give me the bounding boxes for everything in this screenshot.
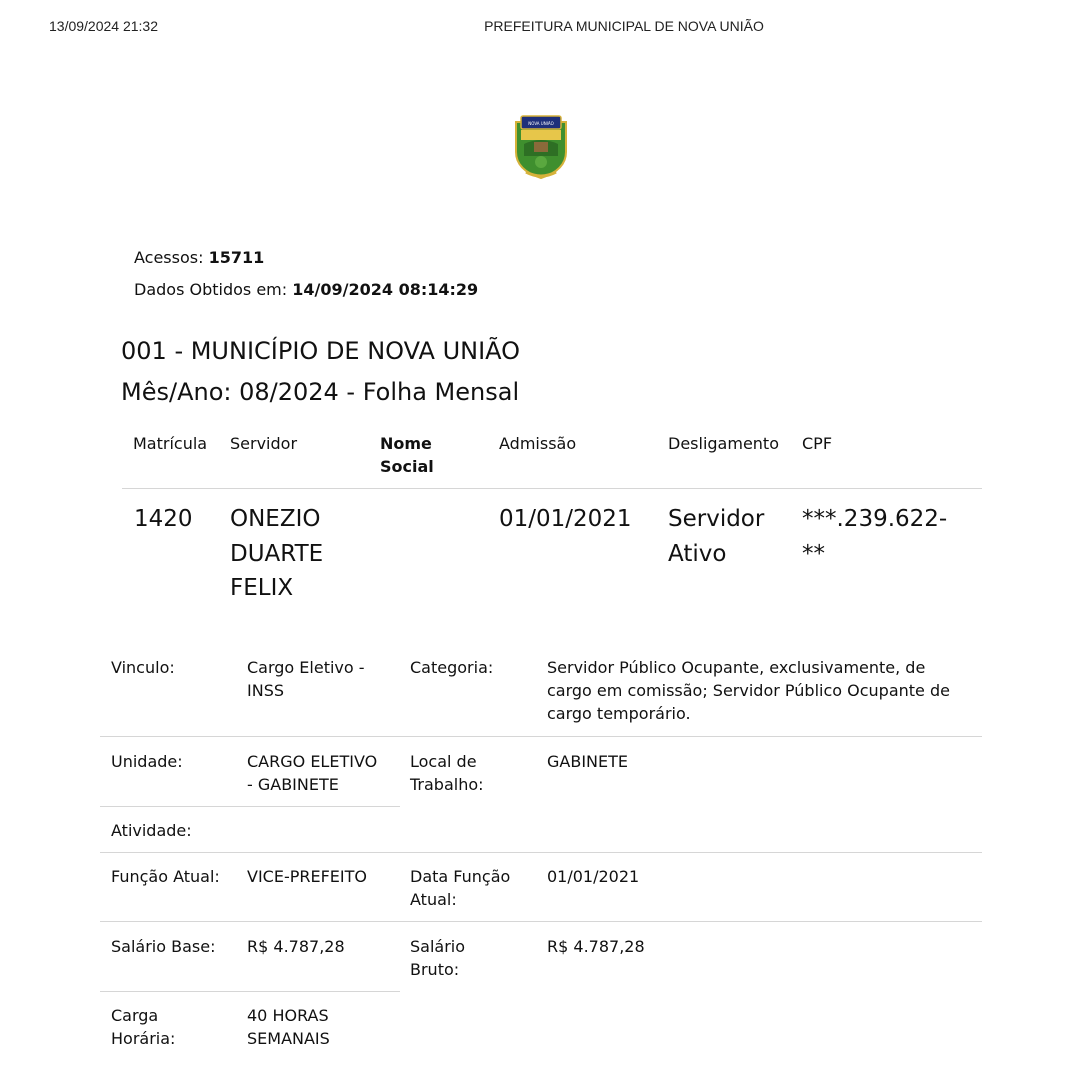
print-datetime: 13/09/2024 21:32 [49,18,158,34]
funcao-atual-value: VICE-PREFEITO [247,867,367,886]
categoria-value [547,656,950,725]
table-header-divider [122,488,982,489]
carga-horaria-value-line2: SEMANAIS [247,1029,330,1048]
salario-bruto-label-line2: Bruto: [410,960,460,979]
atividade-label: Atividade: [111,821,192,840]
categoria-value-line1: Servidor Público Ocupante, exclusivamente, de [547,658,926,677]
acessos-label: Acessos: [134,248,204,267]
col-admissao: Admissão [499,434,577,453]
vinculo-label: Vinculo: [111,658,175,677]
categoria-label: Categoria: [410,658,494,677]
local-trabalho-label [410,750,484,796]
categoria-value-line3: cargo temporário. [547,704,691,723]
carga-horaria-label-line2: Horária: [111,1029,176,1048]
vinculo-value [247,656,365,702]
divider-atividade [100,852,982,853]
period-title: Mês/Ano: 08/2024 - Folha Mensal [121,378,520,406]
data-funcao-label-line1: Data Função [410,867,511,886]
cell-desligamento [668,502,764,571]
cell-desligamento-line1: Servidor [668,506,765,532]
unidade-label: Unidade: [111,752,183,771]
carga-horaria-label [111,1004,175,1050]
cell-matricula: 1420 [134,506,193,532]
acessos-value: 15711 [208,248,265,267]
vinculo-value-line2: INSS [247,681,284,700]
col-nome-social [380,432,434,478]
cell-cpf [802,502,947,571]
local-trabalho-label-line2: Trabalho: [410,775,484,794]
categoria-value-line2: cargo em comissão; Servidor Público Ocupante de [547,681,950,700]
data-funcao-value: 01/01/2021 [547,867,640,886]
salario-bruto-label [410,935,465,981]
cell-servidor-line3: FELIX [230,575,294,601]
divider-vinculo [100,736,982,737]
vinculo-value-line1: Cargo Eletivo - [247,658,365,677]
data-funcao-label [410,865,510,911]
cell-admissao: 01/01/2021 [499,506,632,532]
col-servidor: Servidor [230,434,298,453]
cell-cpf-line1: ***.239.622- [802,506,948,532]
col-desligamento: Desligamento [668,434,779,453]
local-trabalho-label-line1: Local de [410,752,477,771]
print-title: PREFEITURA MUNICIPAL DE NOVA UNIÃO [484,18,764,34]
salario-bruto-label-line1: Salário [410,937,466,956]
col-nome-social-line2: Social [380,457,434,476]
print-header [0,18,1080,38]
salario-bruto-value: R$ 4.787,28 [547,937,645,956]
col-cpf: CPF [802,434,833,453]
unidade-value [247,750,377,796]
dados-obtidos-label: Dados Obtidos em: [134,280,288,299]
cell-servidor [230,502,323,606]
cell-servidor-line1: ONEZIO [230,506,321,532]
unidade-value-line2: - GABINETE [247,775,339,794]
cell-cpf-line2: ** [802,540,825,567]
svg-text:NOVA UNIÃO: NOVA UNIÃO [528,121,554,126]
print-title-wrap [0,18,1080,34]
salario-base-value: R$ 4.787,28 [247,937,345,956]
municipal-coat-of-arms-icon [512,112,570,180]
divider-unidade [100,806,400,807]
divider-funcao [100,921,982,922]
funcao-atual-label: Função Atual: [111,867,220,886]
cell-servidor-line2: DUARTE [230,540,324,567]
divider-salario [100,991,400,992]
carga-horaria-value [247,1004,330,1050]
entity-title: 001 - MUNICÍPIO DE NOVA UNIÃO [121,337,521,365]
cell-desligamento-line2: Ativo [668,540,727,567]
local-trabalho-value: GABINETE [547,752,628,771]
unidade-value-line1: CARGO ELETIVO [247,752,378,771]
dados-obtidos-value: 14/09/2024 08:14:29 [292,280,479,299]
acessos-line [134,248,264,267]
col-matricula: Matrícula [133,434,208,453]
dados-obtidos-line [134,280,478,299]
carga-horaria-label-line1: Carga [111,1006,159,1025]
col-nome-social-line1: Nome [380,434,432,453]
carga-horaria-value-line1: 40 HORAS [247,1006,329,1025]
data-funcao-label-line2: Atual: [410,890,457,909]
salario-base-label: Salário Base: [111,937,216,956]
